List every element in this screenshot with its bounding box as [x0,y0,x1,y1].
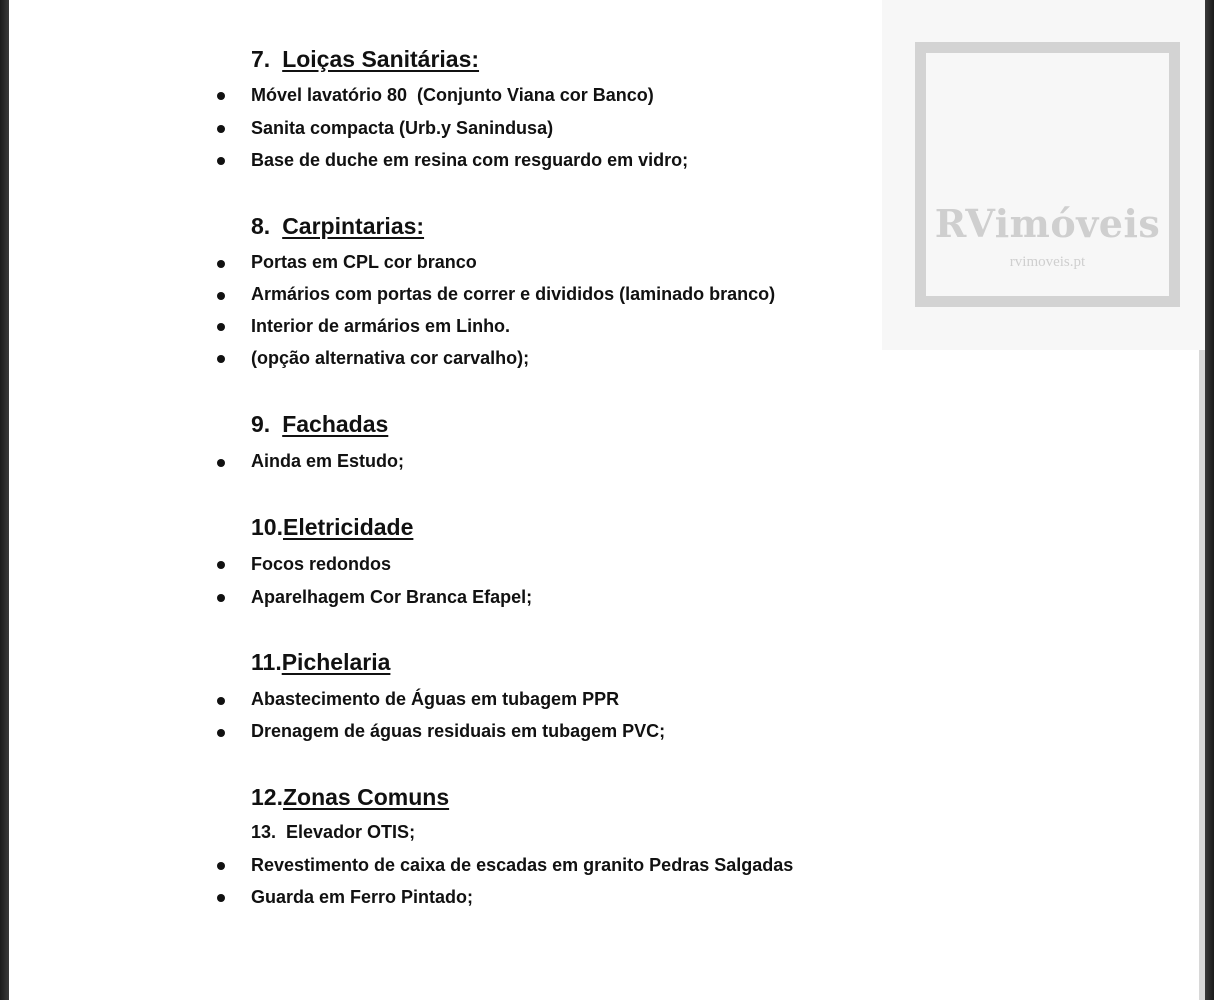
section-heading-10 [251,514,413,541]
section-title: Loiças Sanitárias: [282,46,480,72]
section-title: Eletricidade [282,514,414,540]
right-edge-shadow [1199,350,1205,1000]
list-item: Portas em CPL cor branco [251,252,477,272]
list-item: Base de duche em resina com resguardo em vidro; [251,150,689,170]
bullet-icon [217,594,225,602]
watermark-logo: RVimóveis [934,201,1161,246]
section-number: 11. [251,649,282,675]
bullet-icon [217,459,225,467]
section-heading-8 [251,213,424,240]
list-item: Drenagem de águas residuais em tubagem PVC; [251,721,666,741]
section-heading-12 [251,784,449,811]
list-item: Sanita compacta (Urb.y Sanindusa) [251,118,554,138]
section-title: Zonas Comuns [282,784,450,810]
bullet-icon [217,323,225,331]
list-item: Interior de armários em Linho. [251,316,511,336]
section-heading-11 [251,649,390,676]
bullet-icon [217,697,225,705]
watermark-logo-frame [915,42,1180,307]
section-number: 9. [251,411,271,437]
section-title: Carpintarias: [282,213,425,239]
bullet-icon [217,561,225,569]
bullet-icon [217,894,225,902]
section-title: Fachadas [282,411,389,437]
right-scan-edge [1205,0,1214,1000]
section-heading-7 [251,46,479,73]
watermark-url: rvimoveis.pt [1009,254,1086,270]
bullet-icon [217,729,225,737]
bullet-icon [217,92,225,100]
list-item: (opção alternativa cor carvalho); [251,348,530,368]
list-item: Revestimento de caixa de escadas em granito Pedras Salgadas [251,855,794,875]
section-title: Pichelaria [281,649,391,675]
section-number: 10. [251,514,283,540]
section-heading-9 [251,411,388,438]
list-item: Abastecimento de Águas em tubagem PPR [251,689,620,709]
bullet-icon [217,355,225,363]
bullet-icon [217,157,225,165]
list-item: Ainda em Estudo; [251,451,405,471]
list-item: Móvel lavatório 80 (Conjunto Viana cor Banco) [251,85,654,105]
list-item: Guarda em Ferro Pintado; [251,887,474,907]
list-item: Armários com portas de correr e divididos (laminado branco) [251,284,776,304]
section-number: 12. [251,784,283,810]
section-number: 8. [251,213,271,239]
bullet-icon [217,292,225,300]
numbered-subitem: 13. Elevador OTIS; [251,822,416,842]
bullet-icon [217,862,225,870]
left-scan-edge [0,0,9,1000]
list-item: Focos redondos [251,554,392,574]
list-item: Aparelhagem Cor Branca Efapel; [251,587,533,607]
section-number: 7. [251,46,271,72]
bullet-icon [217,260,225,268]
bullet-icon [217,125,225,133]
